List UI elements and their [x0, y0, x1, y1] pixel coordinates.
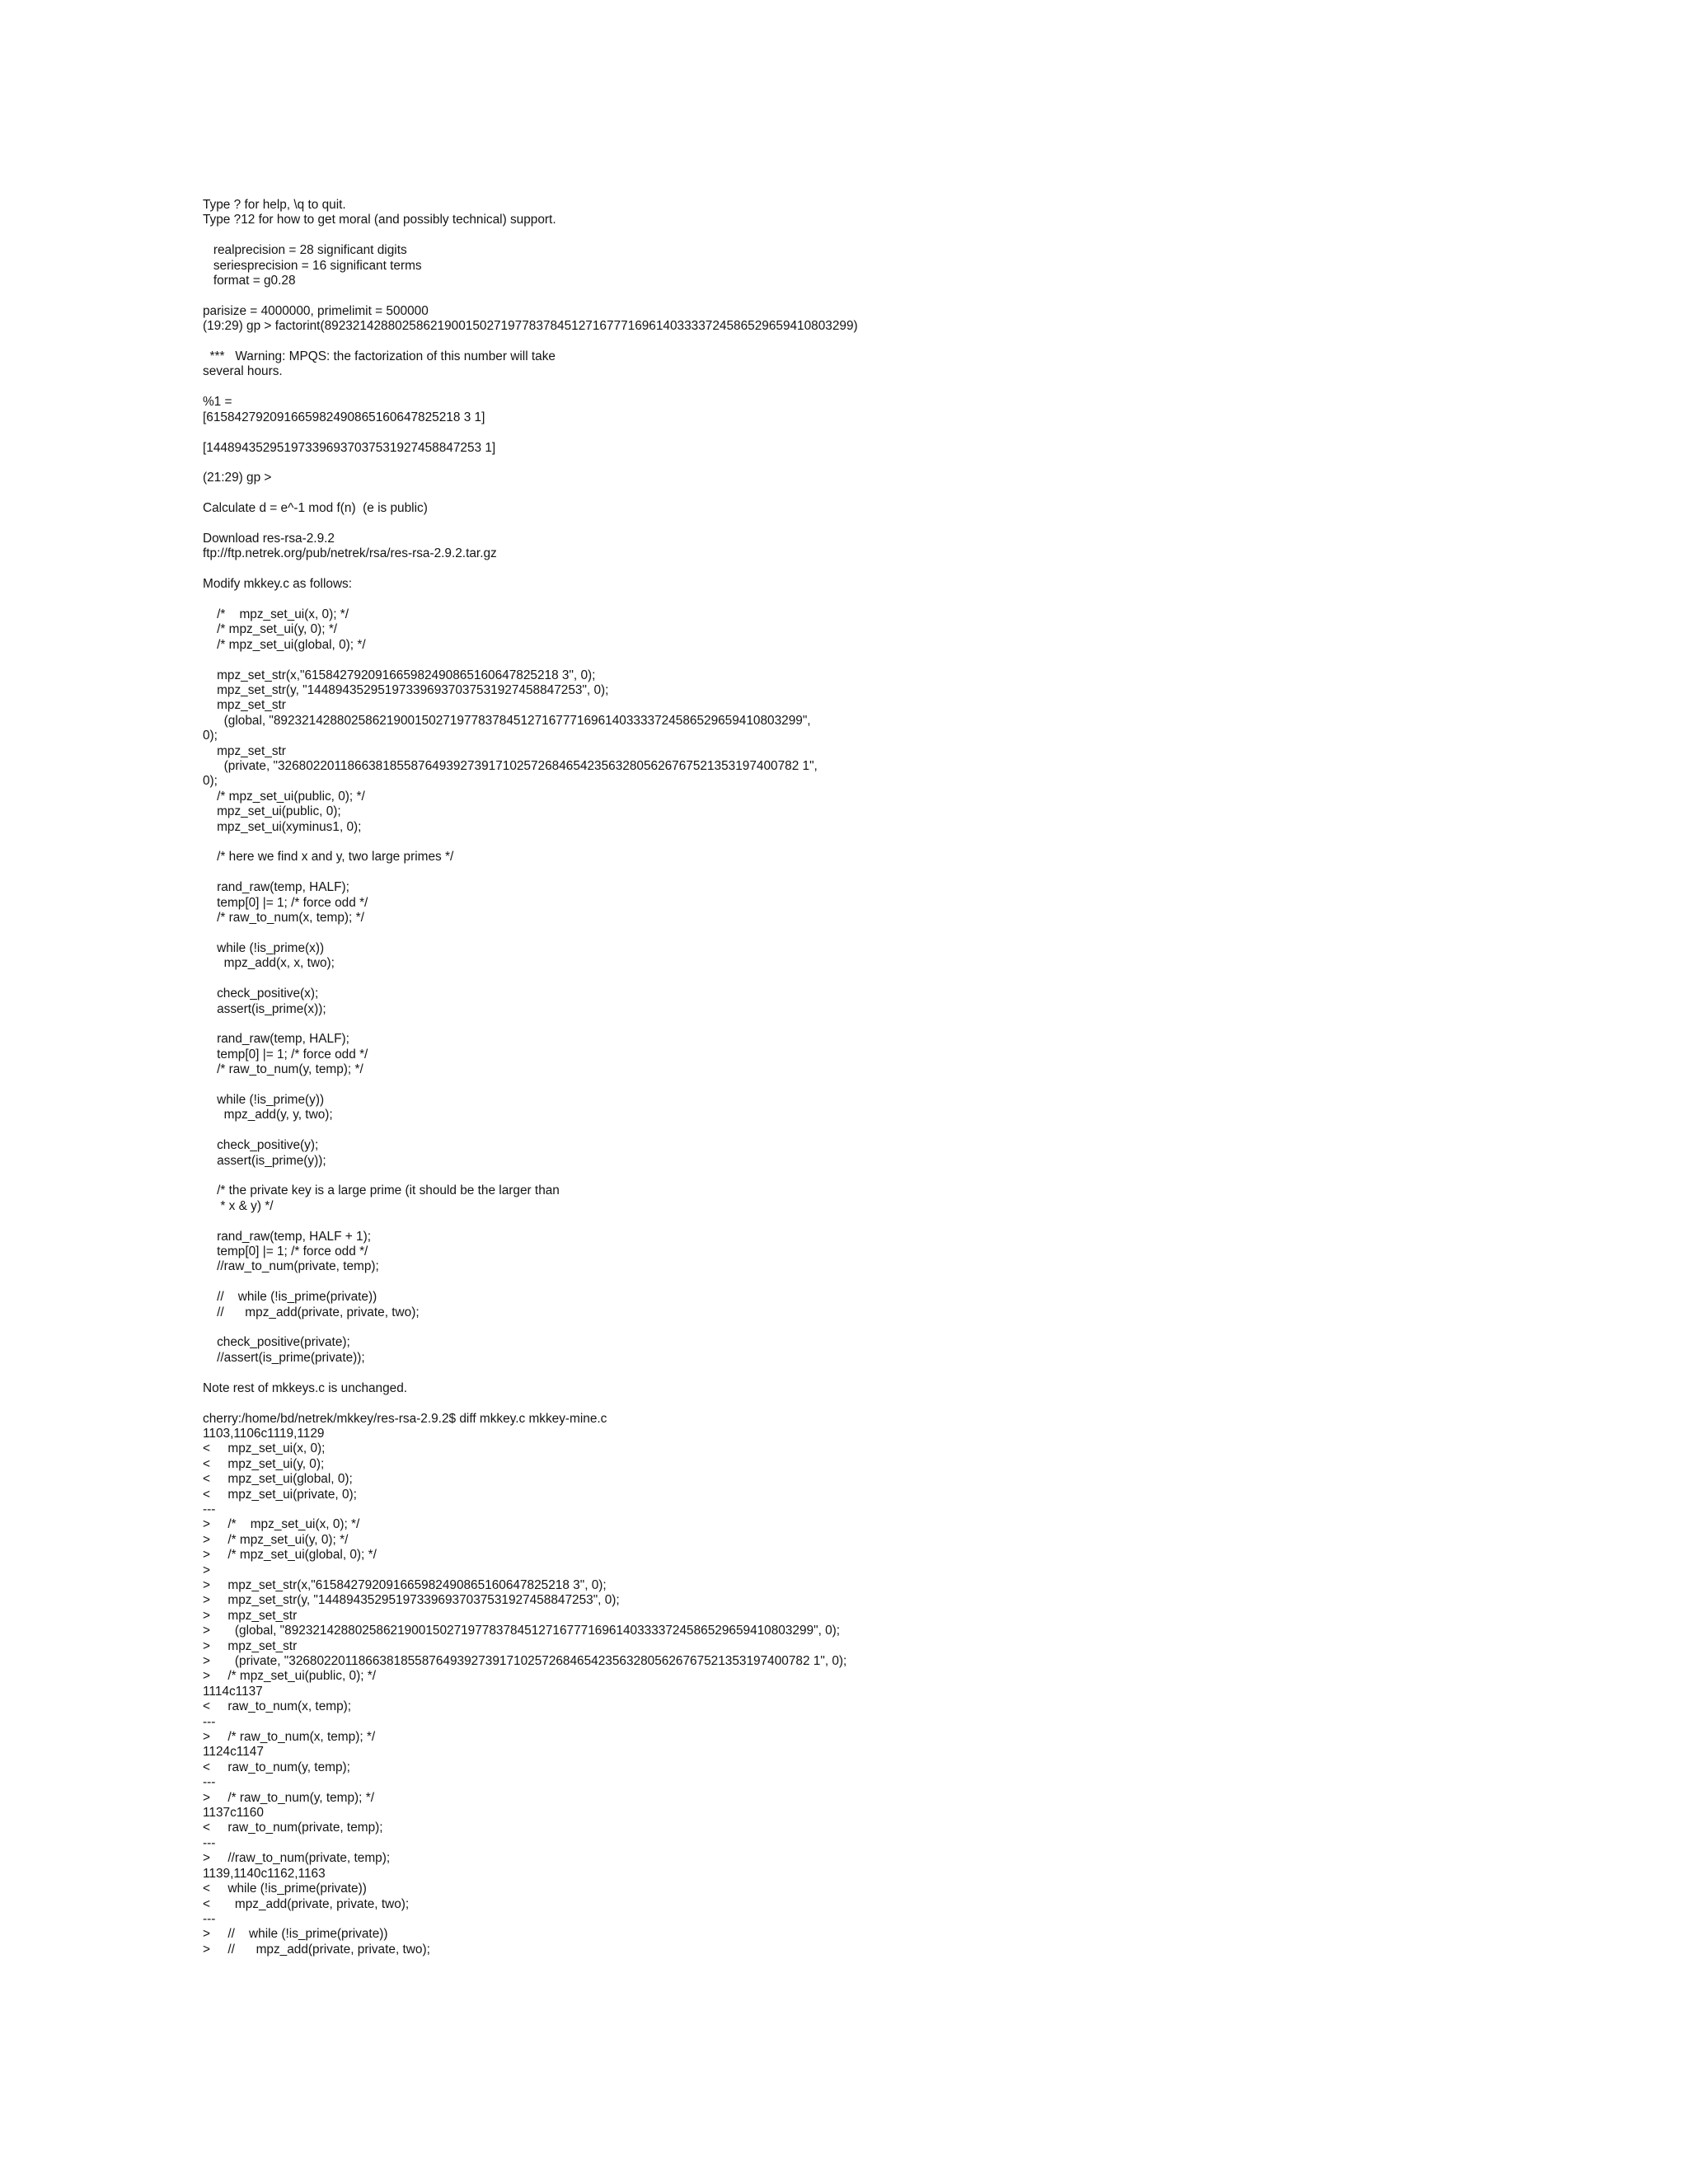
text-line — [203, 1017, 1653, 1032]
text-line: 1124c1147 — [203, 1745, 264, 1760]
text-line: several hours. — [203, 364, 283, 379]
text-line: < mpz_set_ui(x, 0); — [203, 1441, 326, 1456]
text-line: temp[0] |= 1; /* force odd */ — [203, 1244, 368, 1259]
text-line: < raw_to_num(x, temp); — [203, 1699, 352, 1714]
text-line: < mpz_set_ui(global, 0); — [203, 1472, 353, 1487]
text-line: --- — [203, 1835, 216, 1850]
text-line: assert(is_prime(y)); — [203, 1153, 326, 1168]
text-line: mpz_add(y, y, two); — [203, 1108, 333, 1122]
text-line: temp[0] |= 1; /* force odd */ — [203, 1047, 368, 1062]
text-line: > /* mpz_set_ui(y, 0); */ — [203, 1532, 349, 1547]
text-line — [203, 380, 1653, 395]
text-line: > — [203, 1563, 210, 1577]
text-line: > mpz_set_str — [203, 1608, 298, 1623]
text-line: --- — [203, 1714, 216, 1729]
text-line: while (!is_prime(y)) — [203, 1092, 325, 1107]
text-line: * x & y) */ — [203, 1198, 274, 1213]
text-line: (21:29) gp > — [203, 471, 272, 485]
text-line: parisize = 4000000, primelimit = 500000 — [203, 303, 429, 318]
text-line: /* mpz_set_ui(global, 0); */ — [203, 637, 366, 652]
text-line: Type ? for help, \q to quit. — [203, 198, 346, 212]
text-line: mpz_set_ui(public, 0); — [203, 804, 341, 819]
text-line: --- — [203, 1775, 216, 1790]
text-line: /* here we find x and y, two large primes */ — [203, 850, 454, 865]
text-line: > /* mpz_set_ui(global, 0); */ — [203, 1548, 377, 1563]
text-line: < mpz_set_ui(private, 0); — [203, 1487, 357, 1502]
text-line — [203, 593, 1653, 607]
text-line: > mpz_set_str(y, "144894352951973396937037531927458847253", 0); — [203, 1593, 620, 1608]
text-line — [203, 1123, 1653, 1138]
text-line: [615842792091665982490865160647825218 3 1] — [203, 410, 485, 424]
text-line — [203, 425, 1653, 440]
text-line: < raw_to_num(private, temp); — [203, 1821, 383, 1835]
text-line: *** Warning: MPQS: the factorization of this number will take — [203, 349, 556, 364]
text-line — [203, 562, 1653, 577]
text-line: /* mpz_set_ui(public, 0); */ — [203, 789, 365, 804]
text-line: mpz_set_str — [203, 743, 286, 758]
text-line: rand_raw(temp, HALF + 1); — [203, 1229, 372, 1244]
text-line: check_positive(private); — [203, 1335, 350, 1350]
text-line: > /* raw_to_num(x, temp); */ — [203, 1730, 376, 1745]
text-line: > (global, "892321428802586219001502719778378451271677716961403333724586529659410803299", 0); — [203, 1624, 841, 1638]
text-line: cherry:/home/bd/netrek/mkkey/res-rsa-2.9.2$ diff mkkey.c mkkey-mine.c — [203, 1411, 607, 1426]
text-line: /* mpz_set_ui(y, 0); */ — [203, 622, 338, 637]
text-line: < raw_to_num(y, temp); — [203, 1760, 350, 1774]
text-line — [203, 1169, 1653, 1183]
text-line: /* mpz_set_ui(x, 0); */ — [203, 607, 349, 621]
text-line: (private, "32680220118663818558764939273917102572684654235632805626767521353197400782 1", — [203, 759, 818, 774]
text-line: Type ?12 for how to get moral (and possibly technical) support. — [203, 213, 556, 227]
text-line: //assert(is_prime(private)); — [203, 1350, 365, 1365]
text-line — [203, 865, 1653, 880]
text-line: /* the private key is a large prime (it should be the larger than — [203, 1183, 560, 1198]
text-line: format = g0.28 — [203, 274, 296, 288]
text-line — [203, 1366, 1653, 1380]
text-line: > // while (!is_prime(private)) — [203, 1927, 388, 1942]
text-line: seriesprecision = 16 significant terms — [203, 258, 422, 273]
text-line: > // mpz_add(private, private, two); — [203, 1942, 430, 1957]
text-line: < mpz_add(private, private, two); — [203, 1896, 410, 1911]
text-line — [203, 1078, 1653, 1093]
text-line: (global, "892321428802586219001502719778378451271677716961403333724586529659410803299", — [203, 713, 811, 728]
text-line: [144894352951973396937037531927458847253 1] — [203, 440, 496, 455]
text-line: mpz_set_str(y, "144894352951973396937037531927458847253", 0); — [203, 683, 609, 697]
text-line: 1114c1137 — [203, 1684, 263, 1699]
text-line: check_positive(y); — [203, 1138, 319, 1153]
text-line: rand_raw(temp, HALF); — [203, 880, 349, 895]
text-line: while (!is_prime(x)) — [203, 940, 325, 955]
text-line — [203, 335, 1653, 349]
text-line — [203, 835, 1653, 850]
text-line: > mpz_set_str — [203, 1638, 298, 1653]
text-line: check_positive(x); — [203, 987, 319, 1001]
text-line — [203, 228, 1653, 243]
text-line: assert(is_prime(x)); — [203, 1001, 326, 1016]
text-line: Note rest of mkkeys.c is unchanged. — [203, 1380, 408, 1395]
text-line: ftp://ftp.netrek.org/pub/netrek/rsa/res-rsa-2.9.2.tar.gz — [203, 546, 497, 561]
text-line: Modify mkkey.c as follows: — [203, 577, 353, 592]
text-line: > //raw_to_num(private, temp); — [203, 1851, 391, 1866]
text-line — [203, 288, 1653, 303]
text-line: mpz_add(x, x, two); — [203, 956, 335, 971]
text-line: --- — [203, 1502, 216, 1516]
text-line: mpz_set_ui(xyminus1, 0); — [203, 819, 362, 834]
text-line: 1139,1140c1162,1163 — [203, 1866, 326, 1881]
text-line — [203, 972, 1653, 987]
text-line: > /* mpz_set_ui(public, 0); */ — [203, 1669, 377, 1684]
text-line: // mpz_add(private, private, two); — [203, 1305, 420, 1319]
text-line: 1137c1160 — [203, 1806, 264, 1821]
text-line: 1103,1106c1119,1129 — [203, 1426, 325, 1441]
text-line — [203, 486, 1653, 501]
text-line: > /* raw_to_num(y, temp); */ — [203, 1790, 374, 1805]
text-line: --- — [203, 1911, 216, 1926]
text-line: /* raw_to_num(y, temp); */ — [203, 1062, 363, 1077]
text-line: > mpz_set_str(x,"615842792091665982490865160647825218 3", 0); — [203, 1577, 607, 1592]
text-line — [203, 1214, 1653, 1229]
text-line: > /* mpz_set_ui(x, 0); */ — [203, 1517, 360, 1532]
text-line: Calculate d = e^-1 mod f(n) (e is public) — [203, 501, 428, 516]
text-line — [203, 1396, 1653, 1411]
text-line: (19:29) gp > factorint(892321428802586219001502719778378451271677716961403333724586529659410803299) — [203, 319, 858, 334]
text-line: Download res-rsa-2.9.2 — [203, 531, 335, 546]
text-line: > (private, "32680220118663818558764939273917102572684654235632805626767521353197400782 1", 0); — [203, 1654, 847, 1668]
text-line — [203, 517, 1653, 532]
text-line: mpz_set_str(x,"615842792091665982490865160647825218 3", 0); — [203, 668, 596, 682]
text-line: temp[0] |= 1; /* force odd */ — [203, 895, 368, 910]
text-line: < mpz_set_ui(y, 0); — [203, 1456, 325, 1471]
text-line — [203, 653, 1653, 668]
text-line — [203, 1320, 1653, 1335]
text-line: < while (!is_prime(private)) — [203, 1882, 367, 1896]
document-body — [203, 198, 1653, 1957]
text-line: %1 = — [203, 395, 232, 410]
text-line: 0); — [203, 729, 218, 743]
text-line: mpz_set_str — [203, 698, 286, 713]
text-line — [203, 1275, 1653, 1290]
text-line: // while (!is_prime(private)) — [203, 1290, 377, 1305]
text-line: 0); — [203, 774, 218, 789]
text-line: //raw_to_num(private, temp); — [203, 1259, 379, 1274]
text-line — [203, 456, 1653, 471]
text-line: rand_raw(temp, HALF); — [203, 1032, 349, 1047]
text-line — [203, 926, 1653, 941]
text-line: /* raw_to_num(x, temp); */ — [203, 911, 364, 926]
text-line: realprecision = 28 significant digits — [203, 243, 407, 258]
